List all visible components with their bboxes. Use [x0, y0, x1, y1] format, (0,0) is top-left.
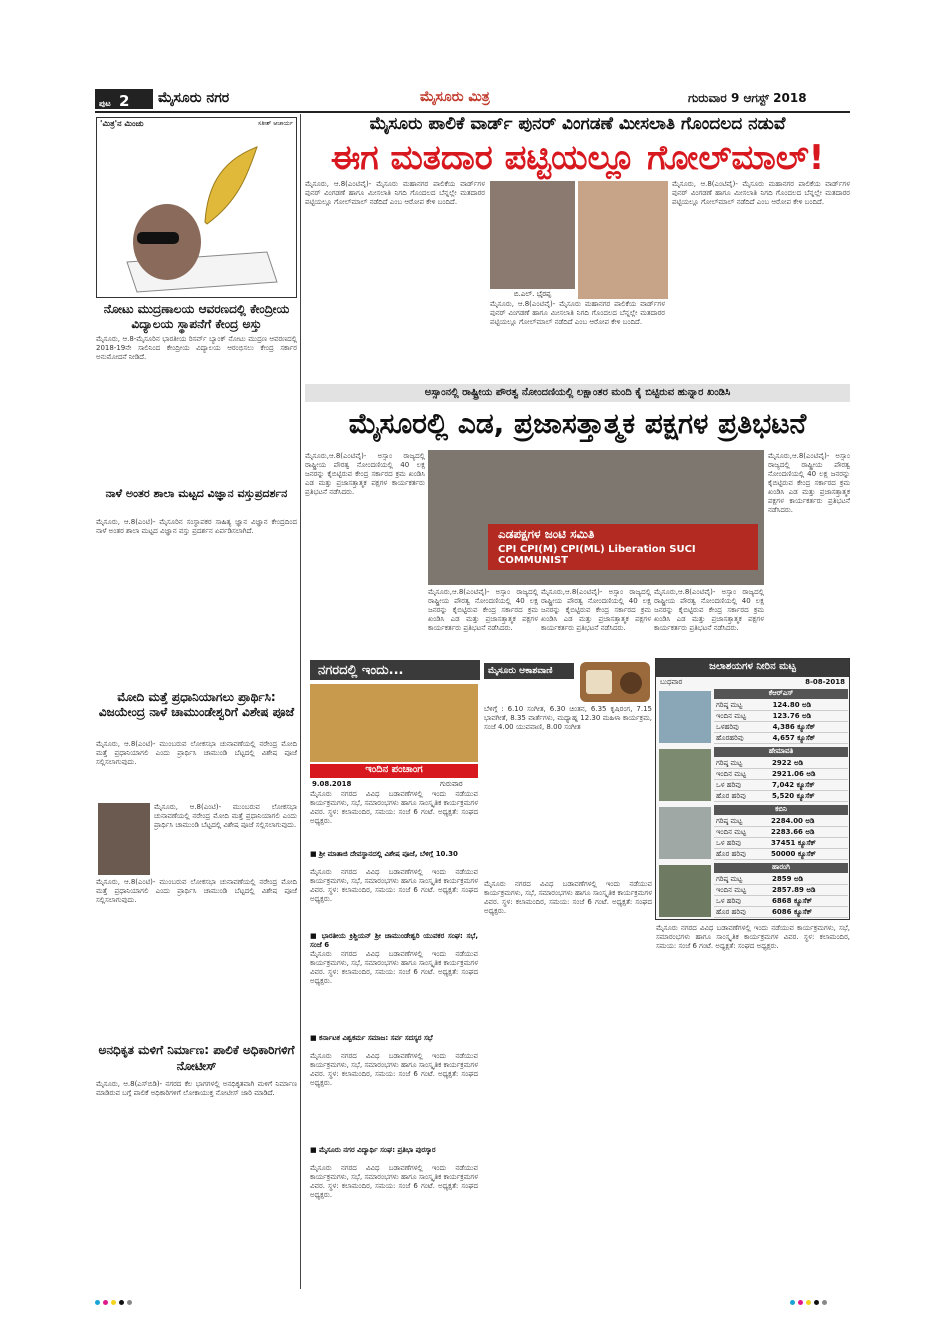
dam-name: ಕಬಿನಿ — [714, 805, 848, 815]
palace-photo — [310, 684, 478, 762]
story-science-body: ಮೈಸೂರು, ಆ.8(ಎಂಟಿ)- ಮೈಸೂರಿನ ಸಂಸ್ಥಾಪಕರ ಸಾಹಿತ್ಯ ಜ್ಞಾನ ವಿಜ್ಞಾನ ಕೇಂದ್ರದಿಂದ ನಾಳೆ ಅಂತರ ಶಾಲಾ ಮಟ್ಟದ ವಿಜ್ಞಾನ ವಸ್ತು ಪ್ರದರ್ಶನ ಏರ್ಪಡಿಸಲಾಗಿದೆ. — [96, 518, 297, 535]
dam-level-label: ಇಂದಿನ ಮಟ್ಟ — [714, 827, 769, 838]
dam-level-value: 2921.06 ಅಡಿ — [770, 769, 848, 780]
header-rule — [95, 111, 850, 113]
dam-level-value: 6086 ಕ್ಯೂಸೆಕ್ — [770, 907, 848, 918]
masthead: ಮೈಸೂರು ಮಿತ್ರ — [420, 89, 490, 105]
dam-level-label: ಒಳ ಹರಿವು — [714, 838, 769, 849]
dam-level-value: 2283.66 ಅಡಿ — [769, 827, 848, 838]
dam-levels-table — [714, 700, 848, 744]
dam-level-row — [714, 816, 848, 827]
lead-body-col-1: ಮೈಸೂರು, ಆ.8(ಎಂಟಿವೈ)- ಮೈಸೂರು ಮಹಾನಗರ ಪಾಲಿಕೆಯ ವಾರ್ಡ್‌ಗಳ ಪುನರ್ ವಿಂಗಡಣೆ ಹಾಗೂ ಮೀಸಲಾತಿ ನಿಗದಿ ಗೊಂದಲದ ಬೆನ್ನಲ್ಲೇ ಮತದಾರರ ಪಟ್ಟಿಯಲ್ಲೂ ಗೋಲ್‌ಮಾಲ್ ನಡೆದಿದೆ ಎಂಬ ಆರೋಪ ಕೇಳಿ ಬಂದಿದೆ. — [305, 180, 485, 206]
dam-level-row — [714, 885, 848, 896]
dam-level-row — [714, 791, 848, 802]
dam-level-label: ಗರಿಷ್ಠ ಮಟ್ಟ — [714, 758, 770, 769]
dam-level-row — [714, 874, 848, 885]
protest-photo — [428, 450, 764, 585]
reservoir-weekday: ಬುಧವಾರ — [660, 678, 683, 686]
page-number: 2 — [118, 92, 130, 110]
protest-body-under-1: ಮೈಸೂರು,ಆ.8(ಎಂಟಿವೈ)- ಅಸ್ಸಾಂ ರಾಜ್ಯದಲ್ಲಿ ರಾಷ್ಟ್ರೀಯ ಪೌರತ್ವ ನೋಂದಣಿಯಲ್ಲಿ 40 ಲಕ್ಷ ಜನರನ್ನು ಕೈಬಿಟ್ಟಿರುವ ಕೇಂದ್ರ ಸರ್ಕಾರದ ಕ್ರಮ ಖಂಡಿಸಿ ಎಡ ಮತ್ತು ಪ್ರಜಾಸತ್ತಾತ್ಮಕ ಪಕ್ಷಗಳ ಕಾರ್ಯಕರ್ತರು ಪ್ರತಿಭಟನೆ ನಡೆಸಿದರು. — [428, 588, 538, 632]
dam-photo — [659, 865, 711, 917]
dam-level-row — [714, 827, 848, 838]
dam-level-row — [714, 896, 848, 907]
section-name: ಮೈಸೂರು ನಗರ — [158, 90, 230, 106]
lead-body-col-3: ಮೈಸೂರು, ಆ.8(ಎಂಟಿವೈ)- ಮೈಸೂರು ಮಹಾನಗರ ಪಾಲಿಕೆಯ ವಾರ್ಡ್‌ಗಳ ಪುನರ್ ವಿಂಗಡಣೆ ಹಾಗೂ ಮೀಸಲಾತಿ ನಿಗದಿ ಗೊಂದಲದ ಬೆನ್ನಲ್ಲೇ ಮತದಾರರ ಪಟ್ಟಿಯಲ್ಲೂ ಗೋಲ್‌ಮಾಲ್ ನಡೆದಿದೆ ಎಂಬ ಆರೋಪ ಕೇಳಿ ಬಂದಿದೆ. — [672, 180, 850, 206]
dam-block — [656, 805, 849, 863]
story-kv-title: ನೋಟು ಮುದ್ರಣಾಲಯ ಆವರಣದಲ್ಲಿ ಕೇಂದ್ರೀಯ ವಿದ್ಯಾಲಯ ಸ್ಥಾಪನೆಗೆ ಕೇಂದ್ರ ಅಸ್ತು — [103, 302, 290, 331]
cartoon-artist: ಸತೀಶ್ ಆಚಾರ್ಯ — [258, 120, 293, 127]
lead-photo-caption: ಬಿ.ಎಲ್. ಭೈರಪ್ಪ — [513, 290, 552, 298]
dam-photo — [659, 691, 711, 743]
protest-body-under-2: ಮೈಸೂರು,ಆ.8(ಎಂಟಿವೈ)- ಅಸ್ಸಾಂ ರಾಜ್ಯದಲ್ಲಿ ರಾಷ್ಟ್ರೀಯ ಪೌರತ್ವ ನೋಂದಣಿಯಲ್ಲಿ 40 ಲಕ್ಷ ಜನರನ್ನು ಕೈಬಿಟ್ಟಿರುವ ಕೇಂದ್ರ ಸರ್ಕಾರದ ಕ್ರಮ ಖಂಡಿಸಿ ಎಡ ಮತ್ತು ಪ್ರಜಾಸತ್ತಾತ್ಮಕ ಪಕ್ಷಗಳ ಕಾರ್ಯಕರ್ತರು ಪ್ರತಿಭಟನೆ ನಡೆಸಿದರು. — [541, 588, 651, 632]
dam-photo — [659, 749, 711, 801]
dam-block — [656, 747, 849, 805]
dam-level-label: ಹೊರಹರಿವು — [714, 733, 771, 744]
protest-kicker: ಅಸ್ಸಾಂನಲ್ಲಿ ರಾಷ್ಟ್ರೀಯ ಪೌರತ್ವ ನೋಂದಣಿಯಲ್ಲಿ ಲಕ್ಷಾಂತರ ಮಂದಿ ಕೈ ಬಿಟ್ಟಿರುವ ಹುನ್ನಾರ ಖಂಡಿಸಿ — [424, 387, 731, 398]
reservoir-date: 8-08-2018 — [805, 678, 845, 686]
vijayendra-photo — [98, 803, 150, 875]
dam-level-row — [714, 758, 848, 769]
protest-headline: ಮೈಸೂರಲ್ಲಿ ಎಡ, ಪ್ರಜಾಸತ್ತಾತ್ಮಕ ಪಕ್ಷಗಳ ಪ್ರತಿಭಟನೆ — [348, 407, 807, 440]
dam-name: ಹಾರಂಗಿ — [714, 863, 848, 873]
dam-list — [656, 689, 849, 921]
dam-level-value: 4,386 ಕ್ಯೂಸೆಕ್ — [771, 722, 848, 733]
dam-level-row — [714, 849, 848, 860]
reservoir-box — [655, 658, 850, 920]
page-label: ಪುಟ — [99, 99, 111, 108]
dam-level-label: ಗರಿಷ್ಠ ಮಟ್ಟ — [714, 874, 770, 885]
radio-title: ಮೈಸೂರು ಆಕಾಶವಾಣಿ — [484, 663, 574, 679]
dam-level-label: ಇಂದಿನ ಮಟ್ಟ — [714, 711, 771, 722]
dam-level-label: ಇಂದಿನ ಮಟ್ಟ — [714, 769, 770, 780]
protest-body-left: ಮೈಸೂರು,ಆ.8(ಎಂಟಿವೈ)- ಅಸ್ಸಾಂ ರಾಜ್ಯದಲ್ಲಿ ರಾಷ್ಟ್ರೀಯ ಪೌರತ್ವ ನೋಂದಣಿಯಲ್ಲಿ 40 ಲಕ್ಷ ಜನರನ್ನು ಕೈಬಿಟ್ಟಿರುವ ಕೇಂದ್ರ ಸರ್ಕಾರದ ಕ್ರಮ ಖಂಡಿಸಿ ಎಡ ಮತ್ತು ಪ್ರಜಾಸತ್ತಾತ್ಮಕ ಪಕ್ಷಗಳ ಕಾರ್ಯಕರ್ತರು ಪ್ರತಿಭಟನೆ ನಡೆಸಿದರು. — [305, 452, 425, 496]
dam-level-value: 5,520 ಕ್ಯೂಸೆಕ್ — [770, 791, 848, 802]
dam-level-value: 2284.00 ಅಡಿ — [769, 816, 848, 827]
dam-level-row — [714, 838, 848, 849]
registration-marks-right — [790, 1290, 830, 1309]
dam-level-label: ಗರಿಷ್ಠ ಮಟ್ಟ — [714, 700, 771, 711]
panchanga-weekday: ಗುರುವಾರ — [440, 780, 463, 788]
dam-level-row — [714, 780, 848, 791]
dam-level-value: 2859 ಅಡಿ — [770, 874, 848, 885]
dam-levels-table — [714, 758, 848, 802]
dam-name: ಕೆಆರ್‌ಎಸ್ — [714, 689, 848, 699]
city-event-4-body: ಮೈಸೂರು ನಗರದ ವಿವಿಧ ಬಡಾವಣೆಗಳಲ್ಲಿ ಇಂದು ನಡೆಯುವ ಕಾರ್ಯಕ್ರಮಗಳು, ಸಭೆ, ಸಮಾರಂಭಗಳು ಹಾಗೂ ಸಾಂಸ್ಕೃತಿಕ ಕಾರ್ಯಕ್ರಮಗಳ ವಿವರ. ಸ್ಥಳ: ಕಲಾಮಂದಿರ, ಸಮಯ: ಸಂಜೆ 6 ಗಂಟೆ. ಅಧ್ಯಕ್ಷತೆ: ಸಂಘದ ಅಧ್ಯಕ್ಷರು. — [310, 1164, 478, 1199]
dam-level-label: ಹೊರ ಹರಿವು — [714, 907, 770, 918]
panchanga-body: ಮೈಸೂರು ನಗರದ ವಿವಿಧ ಬಡಾವಣೆಗಳಲ್ಲಿ ಇಂದು ನಡೆಯುವ ಕಾರ್ಯಕ್ರಮಗಳು, ಸಭೆ, ಸಮಾರಂಭಗಳು ಹಾಗೂ ಸಾಂಸ್ಕೃತಿಕ ಕಾರ್ಯಕ್ರಮಗಳ ವಿವರ. ಸ್ಥಳ: ಕಲಾಮಂದಿರ, ಸಮಯ: ಸಂಜೆ 6 ಗಂಟೆ. ಅಧ್ಯಕ್ಷತೆ: ಸಂಘದ ಅಧ್ಯಕ್ಷರು. — [310, 790, 478, 825]
dam-level-value: 4,657 ಕ್ಯೂಸೆಕ್ — [771, 733, 848, 744]
city-event-1-body: ಮೈಸೂರು ನಗರದ ವಿವಿಧ ಬಡಾವಣೆಗಳಲ್ಲಿ ಇಂದು ನಡೆಯುವ ಕಾರ್ಯಕ್ರಮಗಳು, ಸಭೆ, ಸಮಾರಂಭಗಳು ಹಾಗೂ ಸಾಂಸ್ಕೃತಿಕ ಕಾರ್ಯಕ್ರಮಗಳ ವಿವರ. ಸ್ಥಳ: ಕಲಾಮಂದಿರ, ಸಮಯ: ಸಂಜೆ 6 ಗಂಟೆ. ಅಧ್ಯಕ್ಷತೆ: ಸಂಘದ ಅಧ್ಯಕ್ಷರು. — [310, 868, 478, 903]
dam-level-value: 2857.89 ಅಡಿ — [770, 885, 848, 896]
radio-schedule: ಬೆಳಿಗ್ಗೆ : 6.10 ಸಂಗೀತ, 6.30 ಚಿಂತನ, 6.35 ಕೃಷಿರಂಗ, 7.15 ಭಾವಗೀತೆ, 8.35 ವಾರ್ತೆಗಳು, ಮಧ್ಯಾಹ್ನ 12.30 ಮಹಿಳಾ ಕಾರ್ಯಕ್ರಮ, ಸಂಜೆ 4.00 ಯುವವಾಣಿ, 8.00 ಸಂಗೀತ — [484, 705, 652, 731]
story-modi-body-3: ಮೈಸೂರು, ಆ.8(ಎಂಟಿ)- ಮುಂಬರುವ ಲೋಕಸಭಾ ಚುನಾವಣೆಯಲ್ಲಿ ನರೇಂದ್ರ ಮೋದಿ ಮತ್ತೆ ಪ್ರಧಾನಿಯಾಗಲಿ ಎಂದು ಪ್ರಾರ್ಥಿಸಿ ಚಾಮುಂಡಿ ಬೆಟ್ಟದಲ್ಲಿ ವಿಶೇಷ ಪೂಜೆ ಸಲ್ಲಿಸಲಾಗುವುದು. — [96, 878, 297, 904]
protest-banner-text: ಎಡಪಕ್ಷಗಳ ಜಂಟಿ ಸಮಿತಿ — [498, 527, 595, 541]
city-event-2: ■ ಭಾರತೀಯ ಕ್ರಿಶ್ಚಿಯನ್ ಶ್ರೀ ಚಾಮುಂಡೇಶ್ವರಿ ಯುವಕರ ಸಂಘ: ಸಭೆ, ಸಂಜೆ 6 — [310, 932, 478, 949]
lead-photo-portrait — [490, 181, 575, 289]
cartoon-label: 'ಮಿತ್ರ'ನ ಮಿಂಚು — [100, 119, 144, 128]
dam-level-value: 6868 ಕ್ಯೂಸೆಕ್ — [770, 896, 848, 907]
dam-level-label: ಒಳ ಹರಿವು — [714, 896, 770, 907]
city-event-4: ■ ಮೈಸೂರು ನಗರ ವಿದ್ಯಾರ್ಥಿ ಸಂಘ: ಪ್ರತಿಭಾ ಪುರಸ್ಕಾರ — [310, 1146, 436, 1154]
dam-level-value: 124.80 ಅಡಿ — [771, 700, 848, 711]
registration-marks-left — [95, 1290, 135, 1309]
reservoir-title: ಜಲಾಶಯಗಳ ನೀರಿನ ಮಟ್ಟ — [656, 659, 849, 677]
dam-photo — [659, 807, 711, 859]
dam-level-row — [714, 769, 848, 780]
lead-body-col-2: ಮೈಸೂರು, ಆ.8(ಎಂಟಿವೈ)- ಮೈಸೂರು ಮಹಾನಗರ ಪಾಲಿಕೆಯ ವಾರ್ಡ್‌ಗಳ ಪುನರ್ ವಿಂಗಡಣೆ ಹಾಗೂ ಮೀಸಲಾತಿ ನಿಗದಿ ಗೊಂದಲದ ಬೆನ್ನಲ್ಲೇ ಮತದಾರರ ಪಟ್ಟಿಯಲ್ಲೂ ಗೋಲ್‌ಮಾಲ್ ನಡೆದಿದೆ ಎಂಬ ಆರೋಪ ಕೇಳಿ ಬಂದಿದೆ. — [490, 300, 665, 326]
city-event-1: ■ ಶ್ರೀ ಮಾತಾಜಿ ದೇವಸ್ಥಾನದಲ್ಲಿ ವಿಶೇಷ ಪೂಜೆ, ಬೆಳಿಗ್ಗೆ 10.30 — [310, 850, 458, 858]
lead-kicker: ಮೈಸೂರು ಪಾಲಿಕೆ ವಾರ್ಡ್ ಪುನರ್ ವಿಂಗಡಣೆ ಮೀಸಲಾತಿ ಗೊಂದಲದ ನಡುವೆ — [369, 114, 786, 134]
dam-level-value: 50000 ಕ್ಯೂಸೆಕ್ — [769, 849, 848, 860]
dam-level-row — [714, 733, 848, 744]
story-science-title: ನಾಳೆ ಅಂತರ ಶಾಲಾ ಮಟ್ಟದ ವಿಜ್ಞಾನ ವಸ್ತುಪ್ರದರ್ಶನ — [105, 487, 288, 500]
dam-block — [656, 689, 849, 747]
dam-name: ಹೇಮಾವತಿ — [714, 747, 848, 757]
protest-banner-parties: CPI CPI(M) CPI(ML) Liberation SUCI COMMUNIST — [498, 544, 696, 566]
issue-date: ಗುರುವಾರ 9 ಆಗಸ್ಟ್ 2018 — [688, 91, 807, 105]
lead-headline: ಈಗ ಮತದಾರ ಪಟ್ಟಿಯಲ್ಲೂ ಗೋಲ್‌ಮಾಲ್! — [330, 138, 825, 178]
dam-level-row — [714, 722, 848, 733]
city-event-3: ■ ಕರ್ನಾಟಕ ವಿಶ್ವಕರ್ಮ ಸಮಾಜ: ಸರ್ವ ಸದಸ್ಯರ ಸಭೆ — [310, 1034, 433, 1042]
cartoon-illustration — [97, 132, 296, 298]
dam-level-label: ಒಳಹರಿವು — [714, 722, 771, 733]
story-notice-title: ಅನಧಿಕೃತ ಮಳಿಗೆ ನಿರ್ಮಾಣ: ಪಾಲಿಕೆ ಅಧಿಕಾರಿಗಳಿಗೆ ನೋಟೀಸ್ — [98, 1043, 295, 1073]
dam-level-row — [714, 711, 848, 722]
sunglasses-icon — [137, 232, 179, 244]
dam-level-label: ಇಂದಿನ ಮಟ್ಟ — [714, 885, 770, 896]
city-today-title: ನಗರದಲ್ಲಿ ಇಂದು... — [310, 660, 480, 680]
dam-level-row — [714, 907, 848, 918]
dam-level-label: ಒಳ ಹರಿವು — [714, 780, 770, 791]
protest-banner — [488, 524, 758, 570]
dam-level-label: ಹೊರ ಹರಿವು — [714, 849, 769, 860]
story-modi-body-1: ಮೈಸೂರು, ಆ.8(ಎಂಟಿ)- ಮುಂಬರುವ ಲೋಕಸಭಾ ಚುನಾವಣೆಯಲ್ಲಿ ನರೇಂದ್ರ ಮೋದಿ ಮತ್ತೆ ಪ್ರಧಾನಿಯಾಗಲಿ ಎಂದು ಪ್ರಾರ್ಥಿಸಿ ಚಾಮುಂಡಿ ಬೆಟ್ಟದಲ್ಲಿ ವಿಶೇಷ ಪೂಜೆ ಸಲ್ಲಿಸಲಾಗುವುದು. — [96, 740, 297, 766]
dam-level-value: 37451 ಕ್ಯೂಸೆಕ್ — [769, 838, 848, 849]
city-event-2-body: ಮೈಸೂರು ನಗರದ ವಿವಿಧ ಬಡಾವಣೆಗಳಲ್ಲಿ ಇಂದು ನಡೆಯುವ ಕಾರ್ಯಕ್ರಮಗಳು, ಸಭೆ, ಸಮಾರಂಭಗಳು ಹಾಗೂ ಸಾಂಸ್ಕೃತಿಕ ಕಾರ್ಯಕ್ರಮಗಳ ವಿವರ. ಸ್ಥಳ: ಕಲಾಮಂದಿರ, ಸಮಯ: ಸಂಜೆ 6 ಗಂಟೆ. ಅಧ್ಯಕ್ಷತೆ: ಸಂಘದ ಅಧ್ಯಕ್ಷರು. — [310, 950, 478, 985]
dam-block — [656, 863, 849, 921]
dam-levels-table — [714, 874, 848, 918]
story-modi-body-2: ಮೈಸೂರು, ಆ.8(ಎಂಟಿ)- ಮುಂಬರುವ ಲೋಕಸಭಾ ಚುನಾವಣೆಯಲ್ಲಿ ನರೇಂದ್ರ ಮೋದಿ ಮತ್ತೆ ಪ್ರಧಾನಿಯಾಗಲಿ ಎಂದು ಪ್ರಾರ್ಥಿಸಿ ಚಾಮುಂಡಿ ಬೆಟ್ಟದಲ್ಲಿ ವಿಶೇಷ ಪೂಜೆ ಸಲ್ಲಿಸಲಾಗುವುದು. — [154, 803, 297, 829]
dam-level-value: 2922 ಅಡಿ — [770, 758, 848, 769]
panchanga-date: 9.08.2018 — [312, 780, 352, 788]
story-notice-body: ಮೈಸೂರು, ಆ.8(ಎಸ್‌ಬಿಡಿ)- ನಗರದ ಕೆಲ ಭಾಗಗಳಲ್ಲಿ ಅನಧಿಕೃತವಾಗಿ ಮಳಿಗೆ ನಿರ್ಮಾಣ ಮಾಡಿರುವ ಬಗ್ಗೆ ಪಾಲಿಕೆ ಅಧಿಕಾರಿಗಳಿಗೆ ಲೋಕಾಯುಕ್ತ ನೋಟೀಸ್ ಜಾರಿ ಮಾಡಿದೆ. — [96, 1080, 297, 1097]
column-divider-left — [300, 114, 301, 1289]
right-stories-1: ಮೈಸೂರು ನಗರದ ವಿವಿಧ ಬಡಾವಣೆಗಳಲ್ಲಿ ಇಂದು ನಡೆಯುವ ಕಾರ್ಯಕ್ರಮಗಳು, ಸಭೆ, ಸಮಾರಂಭಗಳು ಹಾಗೂ ಸಾಂಸ್ಕೃತಿಕ ಕಾರ್ಯಕ್ರಮಗಳ ವಿವರ. ಸ್ಥಳ: ಕಲಾಮಂದಿರ, ಸಮಯ: ಸಂಜೆ 6 ಗಂಟೆ. ಅಧ್ಯಕ್ಷತೆ: ಸಂಘದ ಅಧ್ಯಕ್ಷರು. — [484, 880, 652, 915]
cartoon-box — [96, 117, 297, 298]
protest-body-under-3: ಮೈಸೂರು,ಆ.8(ಎಂಟಿವೈ)- ಅಸ್ಸಾಂ ರಾಜ್ಯದಲ್ಲಿ ರಾಷ್ಟ್ರೀಯ ಪೌರತ್ವ ನೋಂದಣಿಯಲ್ಲಿ 40 ಲಕ್ಷ ಜನರನ್ನು ಕೈಬಿಟ್ಟಿರುವ ಕೇಂದ್ರ ಸರ್ಕಾರದ ಕ್ರಮ ಖಂಡಿಸಿ ಎಡ ಮತ್ತು ಪ್ರಜಾಸತ್ತಾತ್ಮಕ ಪಕ್ಷಗಳ ಕಾರ್ಯಕರ್ತರು ಪ್ರತಿಭಟನೆ ನಡೆಸಿದರು. — [654, 588, 764, 632]
lead-photo-building — [578, 181, 668, 299]
dam-level-label: ಗರಿಷ್ಠ ಮಟ್ಟ — [714, 816, 769, 827]
right-stories-2: ಮೈಸೂರು ನಗರದ ವಿವಿಧ ಬಡಾವಣೆಗಳಲ್ಲಿ ಇಂದು ನಡೆಯುವ ಕಾರ್ಯಕ್ರಮಗಳು, ಸಭೆ, ಸಮಾರಂಭಗಳು ಹಾಗೂ ಸಾಂಸ್ಕೃತಿಕ ಕಾರ್ಯಕ್ರಮಗಳ ವಿವರ. ಸ್ಥಳ: ಕಲಾಮಂದಿರ, ಸಮಯ: ಸಂಜೆ 6 ಗಂಟೆ. ಅಧ್ಯಕ್ಷತೆ: ಸಂಘದ ಅಧ್ಯಕ್ಷರು. — [656, 924, 850, 950]
dam-level-value: 7,042 ಕ್ಯೂಸೆಕ್ — [770, 780, 848, 791]
story-modi-title: ಮೋದಿ ಮತ್ತೆ ಪ್ರಧಾನಿಯಾಗಲು ಪ್ರಾರ್ಥಿಸಿ: ವಿಜಯೇಂದ್ರ ನಾಳೆ ಚಾಮುಂಡೇಶ್ವರಿಗೆ ವಿಶೇಷ ಪೂಜೆ — [98, 690, 295, 719]
city-event-3-body: ಮೈಸೂರು ನಗರದ ವಿವಿಧ ಬಡಾವಣೆಗಳಲ್ಲಿ ಇಂದು ನಡೆಯುವ ಕಾರ್ಯಕ್ರಮಗಳು, ಸಭೆ, ಸಮಾರಂಭಗಳು ಹಾಗೂ ಸಾಂಸ್ಕೃತಿಕ ಕಾರ್ಯಕ್ರಮಗಳ ವಿವರ. ಸ್ಥಳ: ಕಲಾಮಂದಿರ, ಸಮಯ: ಸಂಜೆ 6 ಗಂಟೆ. ಅಧ್ಯಕ್ಷತೆ: ಸಂಘದ ಅಧ್ಯಕ್ಷರು. — [310, 1052, 478, 1087]
page-number-badge — [95, 89, 153, 109]
feather-icon — [205, 147, 257, 224]
protest-body-right: ಮೈಸೂರು,ಆ.8(ಎಂಟಿವೈ)- ಅಸ್ಸಾಂ ರಾಜ್ಯದಲ್ಲಿ ರಾಷ್ಟ್ರೀಯ ಪೌರತ್ವ ನೋಂದಣಿಯಲ್ಲಿ 40 ಲಕ್ಷ ಜನರನ್ನು ಕೈಬಿಟ್ಟಿರುವ ಕೇಂದ್ರ ಸರ್ಕಾರದ ಕ್ರಮ ಖಂಡಿಸಿ ಎಡ ಮತ್ತು ಪ್ರಜಾಸತ್ತಾತ್ಮಕ ಪಕ್ಷಗಳ ಕಾರ್ಯಕರ್ತರು ಪ್ರತಿಭಟನೆ ನಡೆಸಿದರು. — [768, 452, 850, 514]
dam-level-label: ಹೊರ ಹರಿವು — [714, 791, 770, 802]
panchanga-title: ಇಂದಿನ ಪಂಚಾಂಗ — [310, 764, 478, 778]
radio-icon — [580, 662, 650, 702]
story-kv-body: ಮೈಸೂರು, ಆ.8-ಮೈಸೂರಿನ ಭಾರತೀಯ ರಿಸರ್ವ್ ಬ್ಯಾಂಕ್ ನೋಟು ಮುದ್ರಣ ಆವರಣದಲ್ಲಿ 2018-19ನೇ ಸಾಲಿನಿಂದ ಕೇಂದ್ರೀಯ ವಿದ್ಯಾಲಯ ಆರಂಭಿಸಲು ಕೇಂದ್ರ ಸರ್ಕಾರ ಅನುಮೋದನೆ ನೀಡಿದೆ. — [96, 335, 297, 361]
dam-level-row — [714, 700, 848, 711]
dam-levels-table — [714, 816, 848, 860]
dam-level-value: 123.76 ಅಡಿ — [771, 711, 848, 722]
